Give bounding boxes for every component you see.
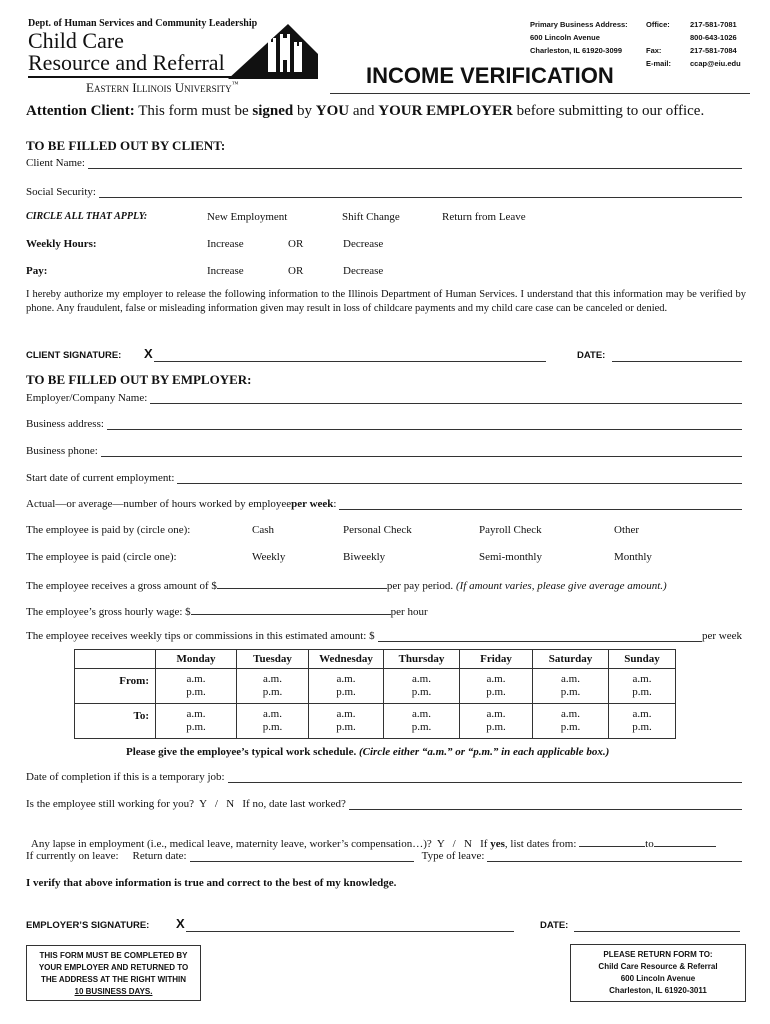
option-return-from-leave[interactable]: Return from Leave — [442, 211, 526, 223]
logo-block — [28, 18, 318, 98]
to-row — [75, 704, 676, 739]
paid-semimonthly[interactable]: Semi-monthly — [479, 551, 542, 563]
from-cell-sunday[interactable]: a.m. p.m. — [609, 669, 676, 704]
business-address-field[interactable] — [107, 419, 742, 430]
day-header: Thursday — [384, 650, 460, 669]
last-worked-date-field[interactable] — [349, 799, 742, 810]
employer-signature-label: EMPLOYER’S SIGNATURE: — [26, 920, 150, 931]
org-name-line1: Child Care — [28, 28, 124, 53]
from-cell-thursday[interactable]: a.m. p.m. — [384, 669, 460, 704]
temp-job-date-field[interactable] — [228, 772, 742, 783]
office-phone-1: 217-581-7081 — [690, 20, 737, 29]
day-header: Friday — [460, 650, 533, 669]
employer-signature-field[interactable] — [186, 931, 514, 932]
client-date-label: DATE: — [577, 350, 606, 361]
client-signature-field[interactable] — [154, 361, 546, 362]
hours-decrease-option[interactable]: Decrease — [343, 238, 384, 250]
authorization-paragraph: I hereby authorize my employer to release the following information to the Illinois Department of Human Services. I understand that this information may be verified by phone. Any fraudulent, false or misleading information given may result in loss of childcare payments and my child care case can be canceled or denied. — [26, 289, 746, 314]
employer-signature-x: X — [176, 916, 185, 931]
paid-weekly[interactable]: Weekly — [252, 551, 286, 563]
dept-name: Dept. of Human Services and Community Leadership — [28, 18, 258, 29]
still-working-row: Is the employee still working for you? Y / N If no, date last worked? — [26, 798, 742, 810]
start-date-row: Start date of current employment: — [26, 472, 742, 484]
paid-monthly[interactable]: Monthly — [614, 551, 652, 563]
to-cell-thursday[interactable]: a.m. p.m. — [384, 704, 460, 739]
to-cell-saturday[interactable]: a.m. p.m. — [533, 704, 609, 739]
university-name: Eastern Illinois University™ — [86, 80, 239, 95]
schedule-note: Please give the employee’s typical work schedule. (Circle either “a.m.” or “p.m.” in each applicable box.) — [126, 746, 610, 758]
gross-amount-field[interactable] — [217, 578, 387, 589]
email-address: ccap@eiu.edu — [690, 59, 741, 68]
start-date-field[interactable] — [177, 473, 742, 484]
to-label: To: — [75, 704, 156, 739]
option-shift-change[interactable]: Shift Change — [342, 211, 400, 223]
ssn-row: Social Security: — [26, 186, 742, 198]
paid-by-payroll-check[interactable]: Payroll Check — [479, 524, 542, 536]
from-cell-saturday[interactable]: a.m. p.m. — [533, 669, 609, 704]
to-cell-sunday[interactable]: a.m. p.m. — [609, 704, 676, 739]
company-row: Employer/Company Name: — [26, 392, 742, 404]
castle-logo-icon — [228, 24, 318, 84]
address-line1: 600 Lincoln Avenue — [530, 33, 600, 42]
form-title: INCOME VERIFICATION — [366, 63, 614, 88]
to-cell-tuesday[interactable]: a.m. p.m. — [237, 704, 309, 739]
hours-increase-option[interactable]: Increase — [207, 238, 244, 250]
paid-biweekly[interactable]: Biweekly — [343, 551, 386, 563]
office-label: Office: — [646, 20, 670, 29]
hourly-wage-field[interactable] — [191, 604, 391, 615]
employer-heading: TO BE FILLED OUT BY EMPLOYER: — [26, 372, 252, 387]
pay-or-label: OR — [288, 265, 304, 277]
deadline-notice-box: THIS FORM MUST BE COMPLETED BY YOUR EMPLOYER AND RETURNED TO THE ADDRESS AT THE RIGHT WITHIN 10 BUSINESS DAYS. — [26, 945, 201, 1001]
hours-or-label: OR — [288, 238, 304, 250]
work-schedule-table — [74, 649, 676, 739]
attention-line: Attention Client: This form must be signed by YOU and YOUR EMPLOYER before submitting to our office. — [26, 103, 705, 119]
client-heading: TO BE FILLED OUT BY CLIENT: — [26, 138, 226, 153]
fax-number: 217-581-7084 — [690, 46, 737, 55]
verify-statement: I verify that above information is true and correct to the best of my knowledge. — [26, 877, 397, 889]
ssn-field[interactable] — [99, 187, 742, 198]
pay-increase-option[interactable]: Increase — [207, 265, 244, 277]
pay-decrease-option[interactable]: Decrease — [343, 265, 384, 277]
company-name-field[interactable] — [150, 393, 742, 404]
business-phone-row: Business phone: — [26, 445, 742, 457]
address-label: Primary Business Address: — [530, 20, 628, 29]
return-date-field[interactable] — [190, 851, 414, 862]
client-date-field[interactable] — [612, 361, 742, 362]
day-header: Tuesday — [237, 650, 309, 669]
hourly-wage-row: The employee’s gross hourly wage: $ per hour — [26, 606, 428, 618]
header-rule — [330, 93, 750, 94]
office-phone-2: 800-643-1026 — [690, 33, 737, 42]
pay-label: Pay: — [26, 265, 48, 277]
paid-by-personal-check[interactable]: Personal Check — [343, 524, 412, 536]
business-phone-field[interactable] — [101, 446, 742, 457]
from-row — [75, 669, 676, 704]
lapse-from-field[interactable] — [579, 836, 645, 847]
from-cell-monday[interactable]: a.m. p.m. — [156, 669, 237, 704]
paid-by-other[interactable]: Other — [614, 524, 640, 536]
day-header: Saturday — [533, 650, 609, 669]
paid-by-cash[interactable]: Cash — [252, 524, 274, 536]
circle-label: CIRCLE ALL THAT APPLY: — [26, 211, 148, 222]
from-cell-tuesday[interactable]: a.m. p.m. — [237, 669, 309, 704]
leave-row: If currently on leave: Return date: Type of leave: — [26, 850, 742, 862]
day-header: Sunday — [609, 650, 676, 669]
day-header: Wednesday — [309, 650, 384, 669]
client-name-field[interactable] — [88, 158, 742, 169]
tips-row: The employee receives weekly tips or commissions in this estimated amount: $ per week — [26, 630, 742, 642]
to-cell-monday[interactable]: a.m. p.m. — [156, 704, 237, 739]
from-cell-wednesday[interactable]: a.m. p.m. — [309, 669, 384, 704]
weekly-hours-label: Weekly Hours: — [26, 238, 97, 250]
client-name-row: Client Name: — [26, 157, 742, 169]
lapse-row: Any lapse in employment (i.e., medical leave, maternity leave, worker’s compensation…)? Y / N If yes, list dates from: to — [26, 824, 716, 850]
org-name-line2: Resource and Referral — [28, 50, 225, 75]
to-cell-wednesday[interactable]: a.m. p.m. — [309, 704, 384, 739]
temp-job-row: Date of completion if this is a temporary job: — [26, 771, 742, 783]
schedule-corner — [75, 650, 156, 669]
email-label: E-mail: — [646, 59, 672, 68]
lapse-to-field[interactable] — [654, 836, 716, 847]
return-address-box: PLEASE RETURN FORM TO: Child Care Resource & Referral 600 Lincoln Avenue Charleston, IL 61920-3011 — [570, 944, 746, 1002]
business-address-row: Business address: — [26, 418, 742, 430]
address-line2: Charleston, IL 61920-3099 — [530, 46, 622, 55]
gross-amount-row: The employee receives a gross amount of $ per pay period. (If amount varies, please give average amount.) — [26, 580, 667, 592]
from-label: From: — [75, 669, 156, 704]
paid-by-label: The employee is paid by (circle one): — [26, 524, 191, 536]
client-signature-label: CLIENT SIGNATURE: — [26, 350, 122, 361]
to-cell-friday[interactable]: a.m. p.m. — [460, 704, 533, 739]
client-signature-x: X — [144, 346, 153, 361]
employer-date-field[interactable] — [574, 931, 740, 932]
tips-amount-field[interactable] — [378, 631, 702, 642]
employer-date-label: DATE: — [540, 920, 569, 931]
fax-label: Fax: — [646, 46, 662, 55]
leave-type-field[interactable] — [487, 851, 742, 862]
paid-frequency-label: The employee is paid (circle one): — [26, 551, 177, 563]
option-new-employment[interactable]: New Employment — [207, 211, 288, 223]
from-cell-friday[interactable]: a.m. p.m. — [460, 669, 533, 704]
hours-per-week-field[interactable] — [339, 499, 742, 510]
day-header: Monday — [156, 650, 237, 669]
hours-row: Actual—or average—number of hours worked by employee per week : — [26, 498, 742, 510]
